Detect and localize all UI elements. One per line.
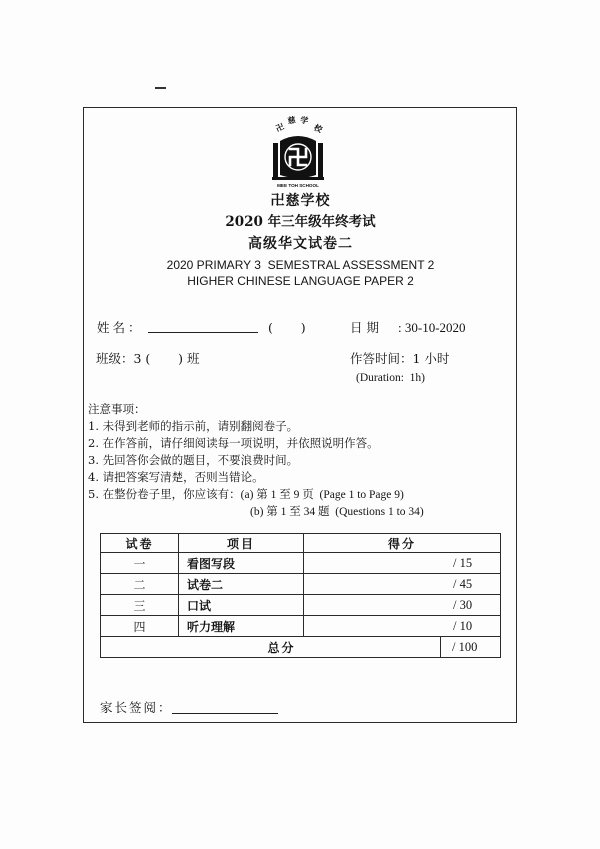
logo-caption: MEE TOH SCHOOL [277,183,319,188]
paper-score: / 45 [304,574,501,595]
class-label: 班级：3 ( ) 班 [96,351,200,366]
page-count-note: (a) 第 1 至 9 页 (Page 1 to Page 9) [240,489,404,501]
parent-signature-label: 家长签阅： [100,700,173,715]
school-name: 卍慈学校 [270,193,331,209]
total-spacer-cell [304,637,441,658]
instruction-item [88,488,404,503]
logo-emblem [272,136,324,180]
table-row [101,574,501,595]
total-row [101,637,501,658]
exam-title: 2020 年三年级年终考试 [225,214,376,230]
paper-score: / 15 [304,553,501,574]
table-row [101,553,501,574]
logo-lettering: 校 [312,122,325,135]
paper-item: 试卷二 [179,574,304,595]
index-number-brackets: ( ) [268,320,306,335]
english-paper-title: HIGHER CHINESE LANGUAGE PAPER 2 [187,274,414,288]
time-allowed-label: 作答时间：1 小时 [350,351,450,366]
logo-lettering: 卍 [273,121,286,134]
logo-lettering: 学 [299,114,310,126]
paper-title: 高级华文试卷二 [248,236,353,252]
table-row [101,616,501,637]
paper-score: / 30 [304,595,501,616]
paper-number: 一 [101,553,179,574]
paper-item: 看图写段 [179,553,304,574]
question-count-note: (b) 第 1 至 34 题 (Questions 1 to 34) [250,506,424,518]
total-score: / 100 [441,637,501,658]
table-row [101,595,501,616]
paper-number: 三 [101,595,179,616]
paper-number: 二 [101,574,179,595]
paper-number: 四 [101,616,179,637]
logo-lettering: 慈 [286,114,297,126]
top-dash-mark [155,87,166,89]
school-logo [258,111,338,191]
instruction-item: 2. 在作答前，请仔细阅读每一项说明，并依照说明作答。 [88,436,379,450]
total-label: 总分 [101,637,304,658]
paper-score: / 10 [304,616,501,637]
paper-item: 口试 [179,595,304,616]
instruction-item-text: 5. 在整份卷子里，你应该有： [88,487,241,501]
instruction-item: 1. 未得到老师的指示前，请别翻阅卷子。 [88,419,299,433]
paper-item: 听力理解 [179,616,304,637]
notes-heading: 注意事项： [88,402,146,416]
name-label: 姓名： [97,320,144,335]
header-score: 得分 [304,534,501,553]
header-paper: 试卷 [101,534,179,553]
parent-signature-line [172,713,278,714]
date-label: 日期 [350,320,384,335]
english-exam-title: 2020 PRIMARY 3 SEMESTRAL ASSESSMENT 2 [166,258,435,272]
name-blank-line [148,332,258,333]
duration-english: (Duration: 1h) [356,372,425,384]
instruction-item: 3. 先回答你会做的题目，不要浪费时间。 [88,453,299,467]
instruction-item: 4. 请把答案写清楚，否则当错论。 [88,470,264,484]
date-value: : 30-10-2020 [398,320,466,335]
score-table-header-row [101,534,501,553]
score-table [100,533,501,658]
header-item: 项目 [179,534,304,553]
